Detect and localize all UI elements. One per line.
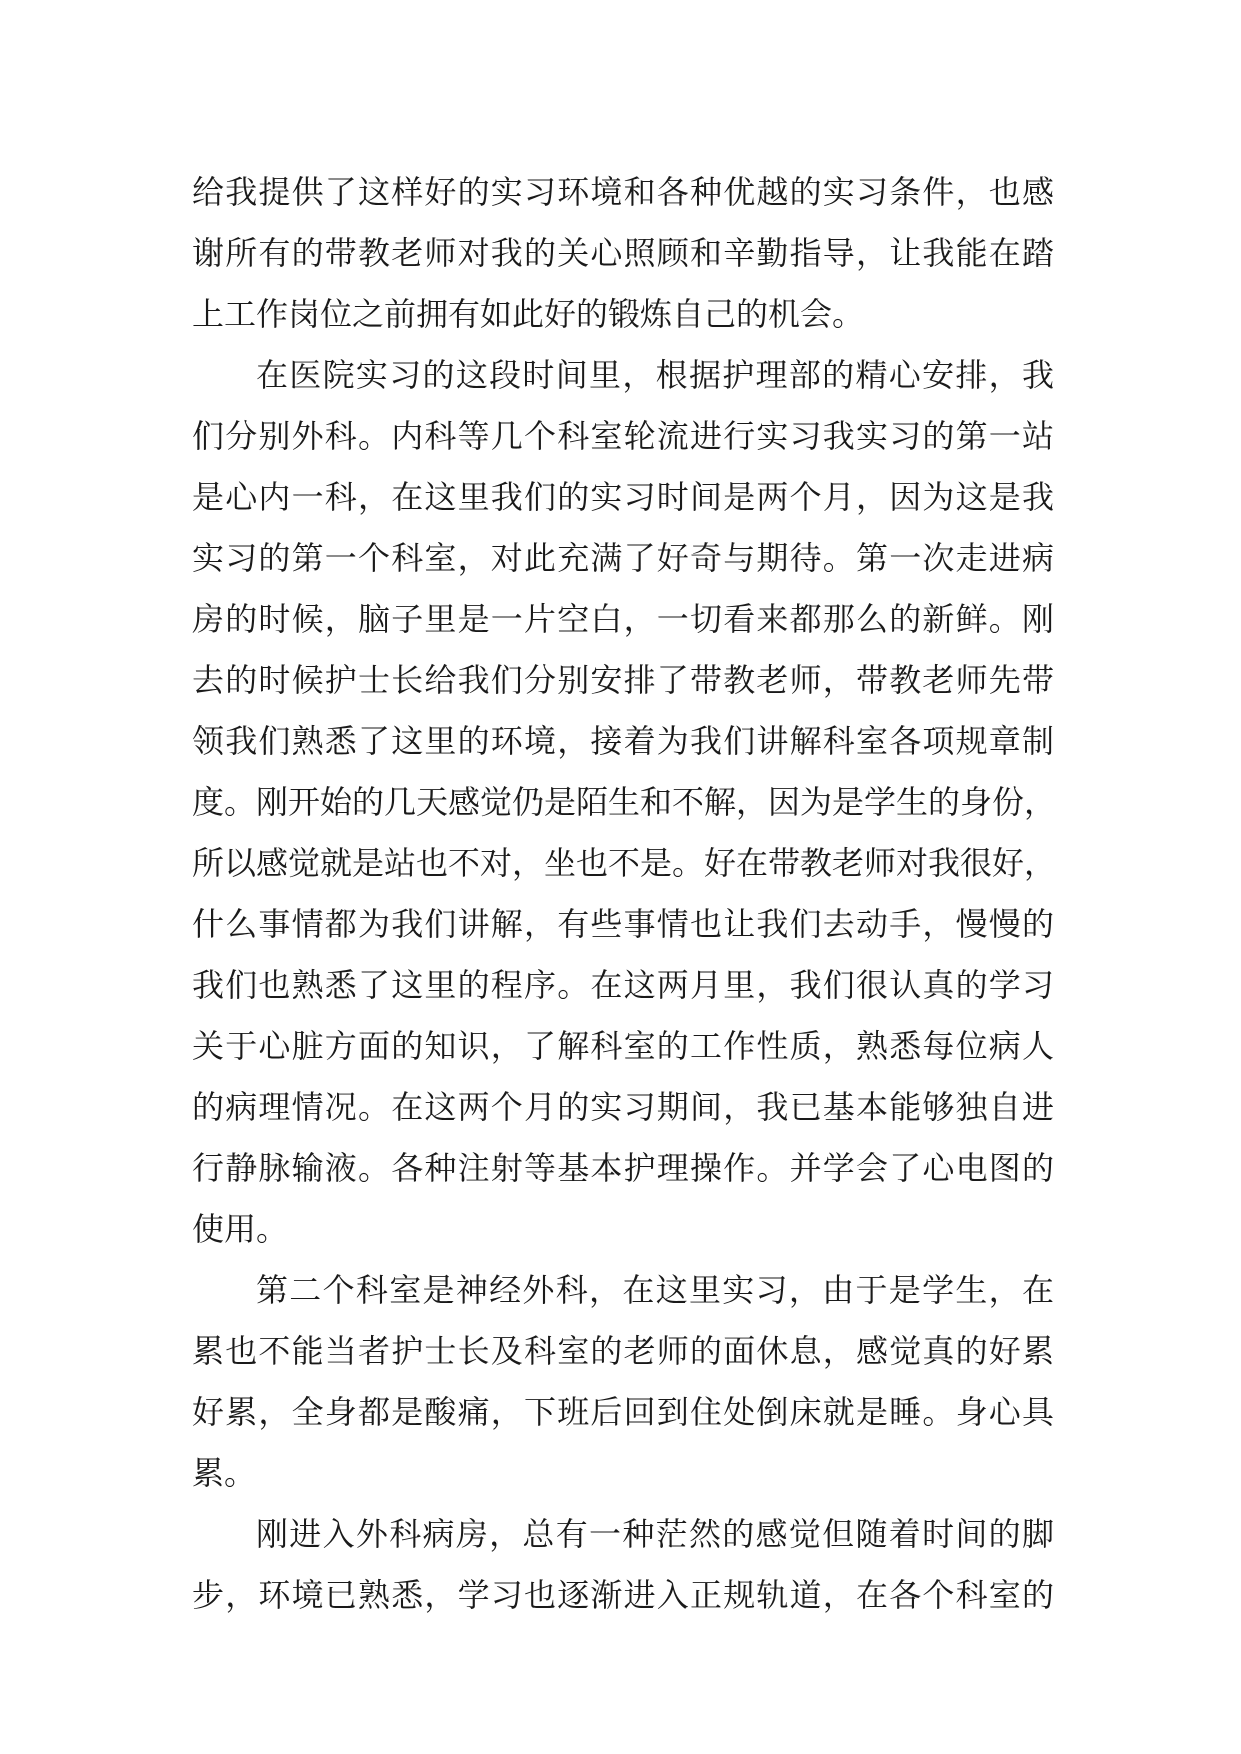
paragraph-4: [192, 1504, 1054, 1626]
text-line: 使用。: [192, 1210, 289, 1248]
text-line: 去的时候护士长给我们分别安排了带教老师，带教老师先带: [192, 661, 1054, 699]
text-line: 房的时候，脑子里是一片空白，一切看来都那么的新鲜。刚: [192, 600, 1054, 638]
text-line: 上工作岗位之前拥有如此好的锻炼自己的机会。: [192, 295, 865, 333]
text-line: 的病理情况。在这两个月的实习期间，我已基本能够独自进: [192, 1088, 1054, 1126]
text-line: 给我提供了这样好的实习环境和各种优越的实习条件，也感: [192, 173, 1054, 211]
text-line: 谢所有的带教老师对我的关心照顾和辛勤指导，让我能在踏: [192, 234, 1054, 272]
text-line: 度。刚开始的几天感觉仍是陌生和不解，因为是学生的身份，: [192, 783, 1057, 821]
text-line: 累也不能当者护士长及科室的老师的面休息，感觉真的好累: [192, 1332, 1054, 1370]
text-line: 什么事情都为我们讲解，有些事情也让我们去动手，慢慢的: [192, 905, 1054, 943]
body-text: [192, 162, 1057, 1626]
text-line: 所以感觉就是站也不对，坐也不是。好在带教老师对我很好，: [192, 844, 1057, 882]
text-line: 关于心脏方面的知识，了解科室的工作性质，熟悉每位病人: [192, 1027, 1054, 1065]
text-line: 领我们熟悉了这里的环境，接着为我们讲解科室各项规章制: [192, 722, 1054, 760]
text-line: 是心内一科，在这里我们的实习时间是两个月，因为这是我: [192, 478, 1054, 516]
text-line: 实习的第一个科室，对此充满了好奇与期待。第一次走进病: [192, 539, 1054, 577]
paragraph-2: [192, 345, 1057, 1260]
text-line: 行静脉输液。各种注射等基本护理操作。并学会了心电图的: [192, 1149, 1054, 1187]
paragraph-1: [192, 162, 1054, 345]
paragraph-3: [192, 1260, 1054, 1504]
text-line: 我们也熟悉了这里的程序。在这两月里，我们很认真的学习: [192, 966, 1054, 1004]
text-line: 步，环境已熟悉，学习也逐渐进入正规轨道，在各个科室的: [192, 1576, 1054, 1614]
text-line: 在医院实习的这段时间里，根据护理部的精心安排，我: [256, 356, 1054, 394]
text-line: 们分别外科。内科等几个科室轮流进行实习我实习的第一站: [192, 417, 1054, 455]
text-line: 好累，全身都是酸痛，下班后回到住处倒床就是睡。身心具: [192, 1393, 1054, 1431]
text-line: 累。: [192, 1454, 257, 1492]
text-line: 刚进入外科病房，总有一种茫然的感觉但随着时间的脚: [256, 1515, 1054, 1553]
text-line: 第二个科室是神经外科，在这里实习，由于是学生，在: [256, 1271, 1054, 1309]
